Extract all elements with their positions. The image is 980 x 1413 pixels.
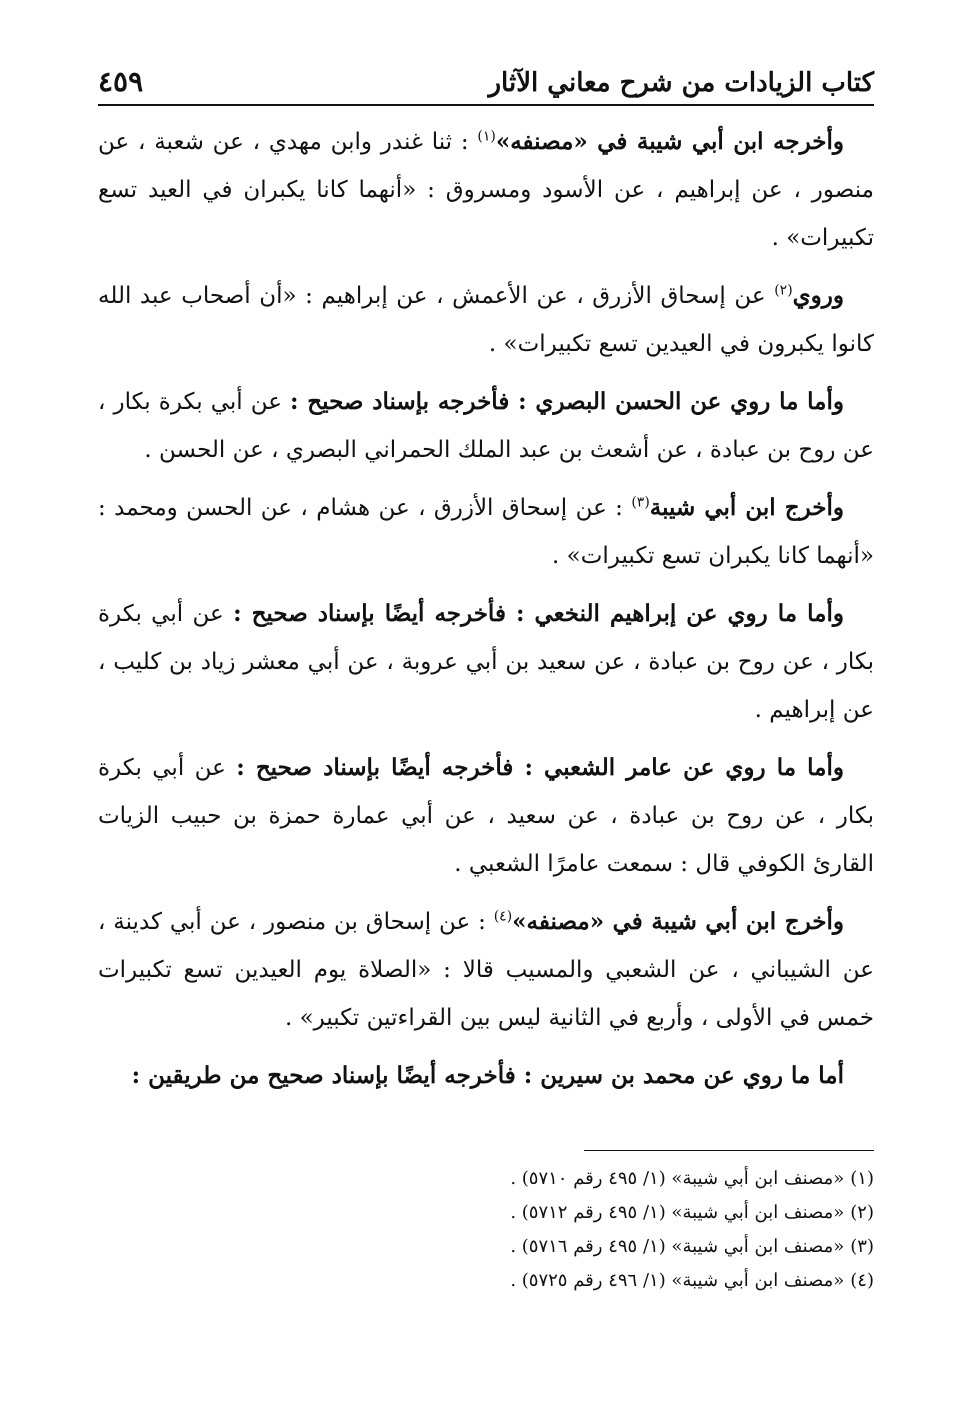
paragraph-lead: وأما ما روي عن عامر الشعبي : فأخرجه أيضًا بإسناد صحيح : bbox=[236, 754, 844, 781]
paragraph-text: عن أبي بكرة بكار ، عن روح بن عبادة ، عن سعيد بن أبي عروبة ، عن أبي معشر زياد بن كليب ، عن إبراهيم . bbox=[98, 601, 874, 723]
paragraph-lead: أما ما روي عن محمد بن سيرين : فأخرجه أيضًا بإسناد صحيح من طريقين : bbox=[131, 1062, 844, 1089]
main-text bbox=[98, 118, 874, 1110]
footnote-ref: (٤) bbox=[493, 908, 513, 925]
footnote-number: (١) bbox=[850, 1168, 874, 1189]
paragraph bbox=[98, 590, 874, 734]
paragraph-text: عن أبي بكرة بكار ، عن روح بن عبادة ، عن أشعث بن عبد الملك الحمراني البصري ، عن الحسن . bbox=[98, 389, 874, 463]
paragraph-lead: وأخرج ابن أبي شيبة في «مصنفه» bbox=[512, 908, 844, 935]
paragraph-text: : عن إسحاق الأزرق ، عن هشام ، عن الحسن ومحمد : «أنهما كانا يكبران تسع تكبيرات» . bbox=[98, 495, 874, 569]
header-title: كتاب الزيادات من شرح معاني الآثار bbox=[488, 68, 874, 98]
paragraph bbox=[98, 484, 874, 580]
footnote-item bbox=[98, 1162, 874, 1196]
paragraph-lead: وأخرجه ابن أبي شيبة في «مصنفه» bbox=[495, 128, 844, 155]
paragraph-lead: وروي bbox=[792, 282, 844, 309]
footnote-number: (٣) bbox=[850, 1236, 874, 1257]
footnotes bbox=[98, 1162, 874, 1298]
paragraph bbox=[98, 744, 874, 888]
footnote-item bbox=[98, 1264, 874, 1298]
paragraph bbox=[98, 378, 874, 474]
paragraph-text: عن أبي بكرة بكار ، عن روح بن عبادة ، عن سعيد ، عن أبي عمارة حمزة بن حبيب الزيات القارئ الكوفي قال : سمعت عامرًا الشعبي . bbox=[98, 755, 874, 877]
footnote-text: «مصنف ابن أبي شيبة» (١/ ٤٩٥ رقم ٥٧١٢) . bbox=[510, 1202, 845, 1223]
paragraph-lead: وأخرج ابن أبي شيبة bbox=[649, 494, 844, 521]
paragraph bbox=[98, 118, 874, 262]
paragraph-lead: وأما ما روي عن الحسن البصري : فأخرجه بإسناد صحيح : bbox=[290, 388, 844, 415]
paragraph bbox=[98, 1052, 874, 1100]
footnote-ref: (١) bbox=[477, 128, 496, 145]
footnote-text: «مصنف ابن أبي شيبة» (١/ ٤٩٦ رقم ٥٧٢٥) . bbox=[510, 1270, 845, 1291]
paragraph-text: : عن إسحاق بن منصور ، عن أبي كدينة ، عن الشيباني ، عن الشعبي والمسيب قالا : «الصلاة يوم العيدين تسع تكبيرات خمس في الأولى ، وأربع في الثانية ليس بين القراءتين تكبير» . bbox=[98, 909, 874, 1031]
running-header bbox=[98, 48, 874, 98]
footnote-item bbox=[98, 1230, 874, 1264]
page-number: ٤٥٩ bbox=[98, 65, 144, 98]
footnote-number: (٤) bbox=[850, 1270, 874, 1291]
footnote-ref: (٢) bbox=[774, 282, 793, 299]
header-divider bbox=[98, 104, 874, 106]
footnote-text: «مصنف ابن أبي شيبة» (١/ ٤٩٥ رقم ٥٧١٦) . bbox=[510, 1236, 845, 1257]
paragraph-lead: وأما ما روي عن إبراهيم النخعي : فأخرجه أيضًا بإسناد صحيح : bbox=[233, 600, 844, 627]
footnote-ref: (٣) bbox=[631, 494, 650, 511]
footnote-text: «مصنف ابن أبي شيبة» (١/ ٤٩٥ رقم ٥٧١٠) . bbox=[510, 1168, 845, 1189]
footnote-item bbox=[98, 1196, 874, 1230]
paragraph-text: : ثنا غندر وابن مهدي ، عن شعبة ، عن منصور ، عن إبراهيم ، عن الأسود ومسروق : «أنهما كانا يكبران في العيد تسع تكبيرات» . bbox=[98, 129, 874, 251]
paragraph-text: عن إسحاق الأزرق ، عن الأعمش ، عن إبراهيم : «أن أصحاب عبد الله كانوا يكبرون في العيدين تسع تكبيرات» . bbox=[98, 283, 874, 357]
paragraph bbox=[98, 272, 874, 368]
footnote-number: (٢) bbox=[850, 1202, 874, 1223]
paragraph bbox=[98, 898, 874, 1042]
footnote-divider bbox=[584, 1150, 874, 1151]
